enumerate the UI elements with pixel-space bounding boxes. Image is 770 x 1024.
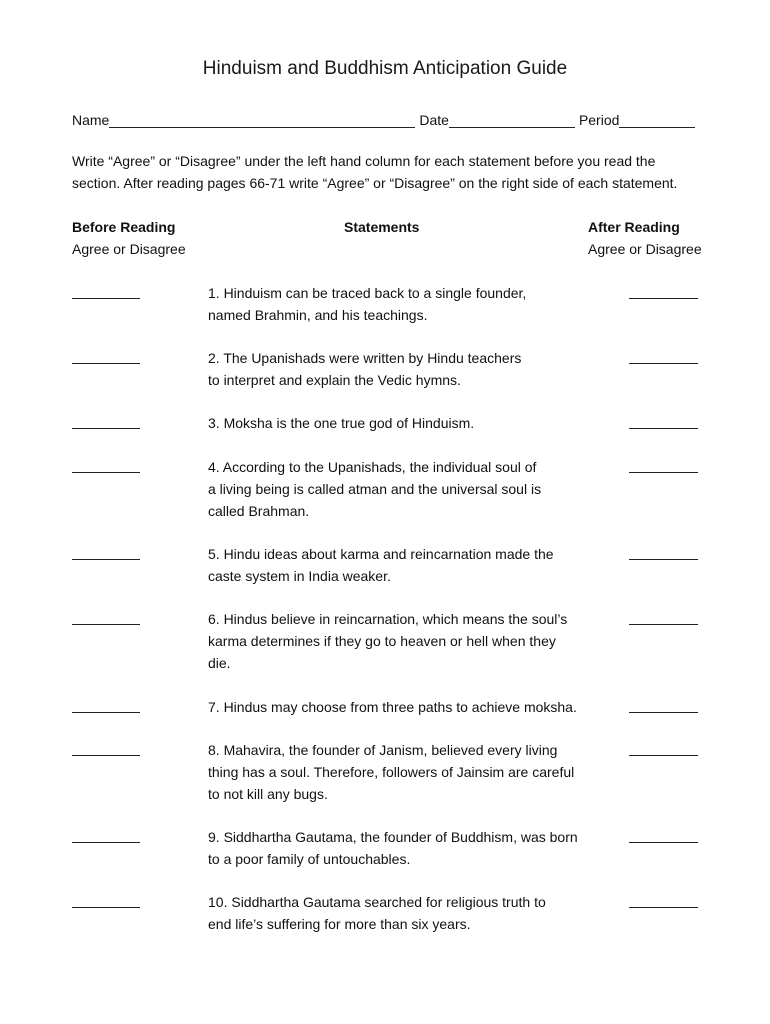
statement-line: end life’s suffering for more than six years. <box>208 916 471 932</box>
statement-line: to not kill any bugs. <box>208 786 328 802</box>
statement-text <box>208 608 588 674</box>
statement-line: karma determines if they go to heaven or hell when they <box>208 633 556 649</box>
before-reading-title: Before Reading <box>72 219 176 235</box>
statement-text <box>208 543 588 587</box>
statement-text <box>208 891 588 935</box>
statement-line: 6. Hindus believe in reincarnation, which means the soul’s <box>208 611 568 627</box>
statement-line: die. <box>208 655 231 671</box>
period-label: Period <box>578 112 620 128</box>
before-answer-blank[interactable] <box>72 298 140 299</box>
date-label: Date <box>419 112 449 128</box>
after-answer-blank[interactable] <box>629 559 698 560</box>
statement-line: named Brahmin, and his teachings. <box>208 307 428 323</box>
before-answer-blank[interactable] <box>72 624 140 625</box>
statement-line: 5. Hindu ideas about karma and reincarnation made the <box>208 546 554 562</box>
statement-line: 1. Hinduism can be traced back to a single founder, <box>208 285 527 301</box>
before-answer-blank[interactable] <box>72 907 140 908</box>
after-reading-title: After Reading <box>588 219 680 235</box>
name-field[interactable] <box>109 113 415 128</box>
statement-text <box>208 696 588 718</box>
statements-header <box>344 216 419 238</box>
statement-text <box>208 826 588 870</box>
statement-line: thing has a soul. Therefore, followers of Jainsim are careful <box>208 764 575 780</box>
after-answer-blank[interactable] <box>629 472 698 473</box>
statement-line: caste system in India weaker. <box>208 568 391 584</box>
after-answer-blank[interactable] <box>629 428 698 429</box>
statements-title: Statements <box>344 219 420 235</box>
name-label: Name <box>72 112 110 128</box>
statement-text <box>208 739 588 805</box>
statement-line: to a poor family of untouchables. <box>208 851 411 867</box>
date-field[interactable] <box>449 113 575 128</box>
statement-line: 9. Siddhartha Gautama, the founder of Buddhism, was born <box>208 829 578 845</box>
statement-text <box>208 456 588 522</box>
after-answer-blank[interactable] <box>629 712 698 713</box>
before-answer-blank[interactable] <box>72 472 140 473</box>
after-answer-blank[interactable] <box>629 907 698 908</box>
after-answer-blank[interactable] <box>629 298 698 299</box>
before-answer-blank[interactable] <box>72 559 140 560</box>
before-reading-header <box>72 216 186 260</box>
after-answer-blank[interactable] <box>629 755 698 756</box>
statement-text <box>208 412 588 434</box>
after-reading-header <box>588 216 702 260</box>
statement-line: 2. The Upanishads were written by Hindu teachers <box>208 350 522 366</box>
statement-text <box>208 347 588 391</box>
statement-line: 10. Siddhartha Gautama searched for religious truth to <box>208 894 546 910</box>
statement-text <box>208 282 588 326</box>
after-answer-blank[interactable] <box>629 624 698 625</box>
statement-line: a living being is called atman and the universal soul is <box>208 481 542 497</box>
statement-line: to interpret and explain the Vedic hymns. <box>208 372 461 388</box>
before-answer-blank[interactable] <box>72 755 140 756</box>
page-title: Hinduism and Buddhism Anticipation Guide <box>202 58 568 79</box>
before-reading-subtitle: Agree or Disagree <box>72 241 186 257</box>
statement-line: 8. Mahavira, the founder of Janism, believed every living <box>208 742 558 758</box>
statement-line: 4. According to the Upanishads, the individual soul of <box>208 459 537 475</box>
before-answer-blank[interactable] <box>72 363 140 364</box>
after-answer-blank[interactable] <box>629 842 698 843</box>
period-field[interactable] <box>619 113 695 128</box>
instructions: Write “Agree” or “Disagree” under the left hand column for each statement before you read the section. After reading pages 66-71 write “Agree” or “Disagree” on the right side of each statement. <box>72 153 678 191</box>
before-answer-blank[interactable] <box>72 842 140 843</box>
student-info-line <box>72 108 698 128</box>
statement-line: called Brahman. <box>208 503 310 519</box>
after-answer-blank[interactable] <box>629 363 698 364</box>
before-answer-blank[interactable] <box>72 428 140 429</box>
after-reading-subtitle: Agree or Disagree <box>588 241 702 257</box>
statement-line: 7. Hindus may choose from three paths to achieve moksha. <box>208 699 577 715</box>
statement-line: 3. Moksha is the one true god of Hinduism. <box>208 415 475 431</box>
before-answer-blank[interactable] <box>72 712 140 713</box>
